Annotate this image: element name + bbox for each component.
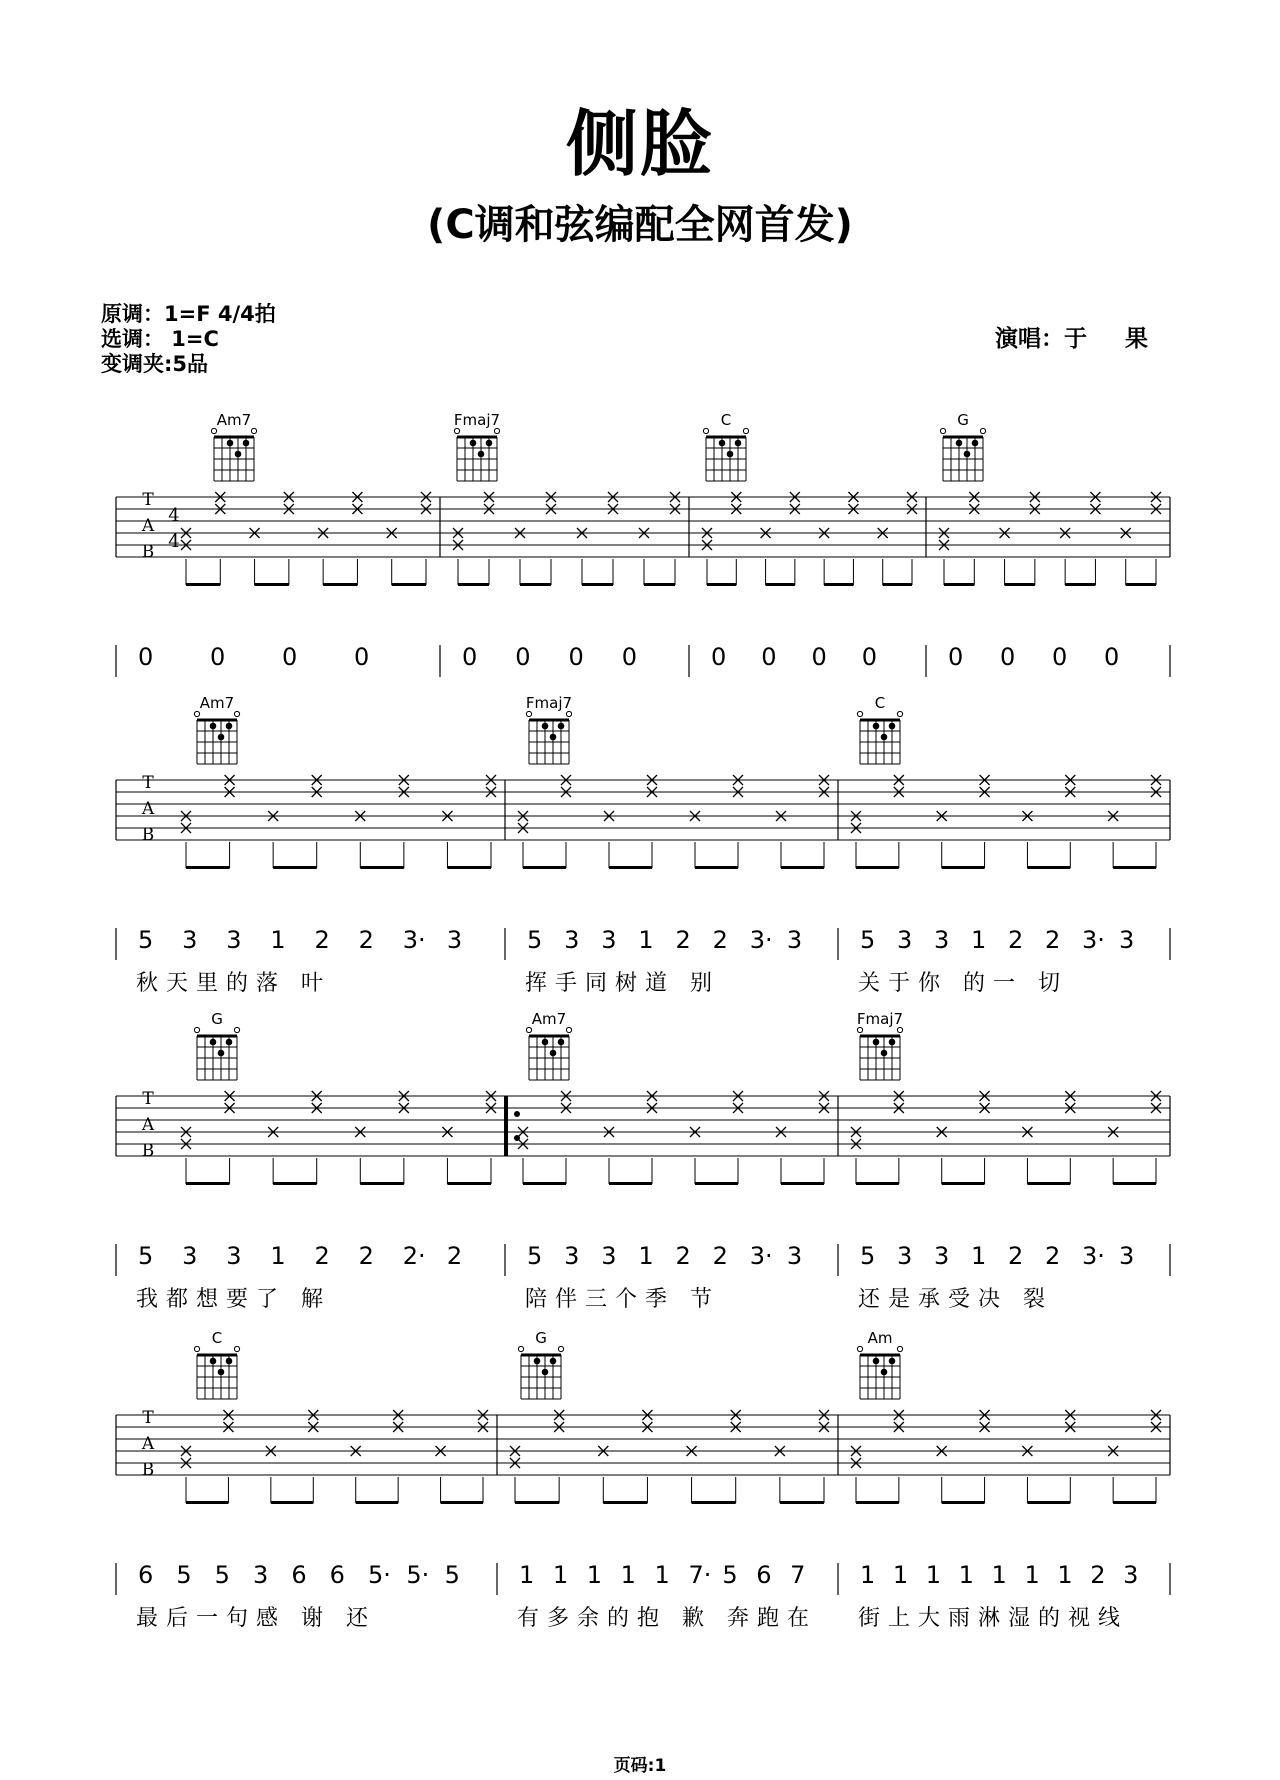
- notation-note: 2: [314, 1242, 330, 1270]
- notation-note: 1: [971, 926, 987, 954]
- notation-note: 3: [1123, 1561, 1139, 1589]
- notation-note: 0: [282, 643, 298, 671]
- lyric-line: 我都想要了 解: [136, 1287, 331, 1312]
- notation-note: 2: [1008, 926, 1024, 954]
- measure: [138, 411, 431, 671]
- notation-note: 3: [601, 926, 617, 954]
- notation-note: 0: [621, 643, 638, 671]
- tab-label-t: T: [142, 773, 154, 793]
- open-string-marker: [566, 1027, 571, 1032]
- note-beam: [942, 1182, 985, 1185]
- measure: [851, 694, 1161, 996]
- finger-dot: [550, 734, 557, 741]
- notation-note: 5: [860, 1242, 876, 1270]
- chord-name: C: [720, 411, 732, 429]
- tab-label-b: B: [141, 542, 155, 562]
- notation-note: 2: [358, 926, 374, 954]
- notation-note: 3: [601, 1242, 617, 1270]
- chord-name: Am7: [531, 1010, 567, 1028]
- finger-dot: [478, 451, 485, 458]
- open-string-marker: [857, 1346, 862, 1351]
- tab-label-a: A: [141, 799, 155, 819]
- notation-note: 0: [761, 643, 777, 671]
- finger-dot: [972, 440, 979, 447]
- notation-note: 1: [620, 1561, 636, 1589]
- notation-note: 5·: [406, 1561, 430, 1589]
- notation-note: 1: [270, 926, 286, 954]
- notation-note: 3·: [749, 1242, 773, 1270]
- notation-note: 0: [1104, 643, 1120, 671]
- finger-dot: [881, 1369, 888, 1376]
- chord-diagram: [940, 411, 985, 481]
- open-string-marker: [526, 1027, 531, 1032]
- note-beam: [273, 866, 317, 869]
- notation-note: 1: [638, 1242, 654, 1270]
- finger-dot: [227, 440, 234, 447]
- finger-dot: [210, 1039, 217, 1046]
- chord-name: G: [535, 1329, 547, 1347]
- notation-note: 2: [675, 1242, 691, 1270]
- note-beam: [447, 866, 491, 869]
- note-beam: [1113, 1182, 1156, 1185]
- notation-note: 3: [446, 926, 463, 954]
- tab-label-a: A: [141, 516, 155, 536]
- note-beam: [1005, 583, 1035, 586]
- notation-note: 0: [210, 643, 226, 671]
- notation-note: 5: [214, 1561, 230, 1589]
- chord-diagram: [211, 411, 256, 481]
- chord-name: Am7: [199, 694, 235, 712]
- tab-label-a: A: [141, 1115, 155, 1135]
- note-beam: [186, 866, 230, 869]
- notation-note: 1: [925, 1561, 942, 1589]
- chord-diagram: [526, 1010, 571, 1080]
- finger-dot: [889, 1358, 896, 1365]
- chord-name: Fmaj7: [856, 1010, 904, 1028]
- chord-name: Am7: [216, 411, 252, 429]
- open-string-marker: [194, 711, 199, 716]
- note-beam: [447, 1182, 491, 1185]
- finger-dot: [550, 1358, 557, 1365]
- note-beam: [360, 866, 404, 869]
- finger-dot: [235, 451, 242, 458]
- open-string-marker: [526, 711, 531, 716]
- notation-note: 3: [897, 926, 913, 954]
- notation-note: 1: [654, 1561, 670, 1589]
- notation-note: 2: [1090, 1561, 1106, 1589]
- page-number: 页码:1: [613, 1756, 667, 1776]
- measure: [939, 411, 1161, 671]
- notation-note: 0: [811, 643, 827, 671]
- lyric-line: 最后一句感 谢 还: [136, 1606, 376, 1631]
- lyric-line: 秋天里的落 叶: [136, 971, 331, 996]
- measure: [136, 1329, 488, 1631]
- notation-note: 0: [1000, 643, 1016, 671]
- note-beam: [515, 1501, 559, 1504]
- note-beam: [582, 583, 613, 586]
- notation-note: 3·: [1082, 1242, 1105, 1270]
- open-string-marker: [194, 1346, 199, 1351]
- note-beam: [523, 1182, 566, 1185]
- repeat-dot: [514, 1111, 520, 1117]
- finger-dot: [542, 723, 549, 730]
- note-beam: [942, 866, 985, 869]
- note-beam: [609, 1182, 652, 1185]
- singer-label: 演唱：: [995, 326, 1064, 352]
- open-string-marker: [251, 428, 256, 433]
- note-beam: [856, 1182, 899, 1185]
- note-beam: [186, 1182, 230, 1185]
- notation-note: 3: [897, 1242, 913, 1270]
- open-string-marker: [703, 428, 708, 433]
- finger-dot: [226, 723, 233, 730]
- notation-note: 7: [790, 1561, 806, 1589]
- chord-diagram: [526, 694, 572, 764]
- open-string-marker: [194, 1027, 199, 1032]
- tab-label-t: T: [142, 1408, 154, 1428]
- note-beam: [1027, 866, 1070, 869]
- notation-note: 3: [182, 926, 198, 954]
- notation-note: 1: [971, 1242, 987, 1270]
- finger-dot: [210, 723, 217, 730]
- notation-note: 0: [1052, 643, 1068, 671]
- chord-diagram: [518, 1329, 563, 1399]
- capo-info: 变调夹:5品: [101, 352, 209, 376]
- open-string-marker: [454, 428, 459, 433]
- note-beam: [271, 1501, 313, 1504]
- chord-diagram: [703, 411, 748, 481]
- note-beam: [942, 1501, 985, 1504]
- note-beam: [603, 1501, 647, 1504]
- finger-dot: [873, 1358, 880, 1365]
- measure: [136, 694, 496, 996]
- notation-note: 0: [462, 643, 478, 671]
- tab-system: [116, 694, 1170, 996]
- note-beam: [1027, 1182, 1070, 1185]
- chord-diagram: [194, 1010, 239, 1080]
- notation-note: 3: [564, 926, 580, 954]
- note-beam: [856, 866, 899, 869]
- finger-dot: [542, 1369, 549, 1376]
- notation-note: 1: [519, 1561, 535, 1589]
- notation-note: 3: [786, 926, 803, 954]
- notation-note: 6: [291, 1561, 307, 1589]
- time-signature: 4: [168, 505, 180, 526]
- finger-dot: [889, 1039, 896, 1046]
- chord-name: Fmaj7: [525, 694, 573, 712]
- notation-note: 0: [861, 643, 878, 671]
- notation-note: 1: [892, 1561, 909, 1589]
- notation-note: 1: [552, 1561, 569, 1589]
- notation-note: 5: [444, 1561, 460, 1589]
- notation-note: 5: [722, 1561, 738, 1589]
- notation-note: 0: [568, 643, 584, 671]
- notation-note: 3: [1119, 926, 1135, 954]
- open-string-marker: [234, 1027, 239, 1032]
- finger-dot: [210, 1358, 217, 1365]
- tab-label-t: T: [142, 1089, 154, 1109]
- notation-note: 7·: [688, 1561, 712, 1589]
- note-beam: [781, 866, 824, 869]
- note-beam: [1065, 583, 1095, 586]
- measure: [453, 411, 680, 671]
- notation-note: 6: [329, 1561, 345, 1589]
- notation-note: 0: [515, 643, 531, 671]
- open-string-marker: [897, 1346, 902, 1351]
- notation-note: 3·: [749, 926, 773, 954]
- note-beam: [644, 583, 675, 586]
- finger-dot: [243, 440, 250, 447]
- finger-dot: [218, 734, 225, 741]
- note-beam: [523, 866, 566, 869]
- notation-note: 2: [712, 1242, 728, 1270]
- measure: [510, 1329, 829, 1631]
- notation-note: 1: [270, 1242, 286, 1270]
- lyric-line: 有多余的抱 歉 奔跑在: [517, 1606, 817, 1631]
- open-string-marker: [234, 711, 239, 716]
- note-beam: [392, 583, 426, 586]
- notation-note: 1: [958, 1561, 974, 1589]
- notation-note: 3: [786, 1242, 803, 1270]
- chord-diagram: [194, 694, 239, 764]
- note-beam: [609, 866, 652, 869]
- chord-name: Am: [867, 1329, 893, 1347]
- chord-diagram: [857, 1329, 902, 1399]
- measure: [702, 411, 917, 671]
- chord-diagram: [194, 1329, 239, 1399]
- finger-dot: [719, 440, 726, 447]
- chord-diagram: [857, 1010, 903, 1080]
- note-beam: [692, 1501, 736, 1504]
- finger-dot: [558, 1039, 565, 1046]
- notation-note: 3: [934, 1242, 950, 1270]
- lyric-line: 陪伴三个季 节: [525, 1287, 720, 1312]
- measure: [851, 1329, 1161, 1631]
- note-beam: [766, 583, 795, 586]
- finger-dot: [873, 723, 880, 730]
- chord-name: Fmaj7: [453, 411, 501, 429]
- notation-note: 3: [253, 1561, 269, 1589]
- open-string-marker: [518, 1346, 523, 1351]
- finger-dot: [881, 734, 888, 741]
- note-beam: [695, 1182, 738, 1185]
- tab-system: [116, 411, 1170, 677]
- notation-note: 5: [176, 1561, 192, 1589]
- note-beam: [856, 1501, 899, 1504]
- note-beam: [273, 1182, 317, 1185]
- tab-label-b: B: [141, 825, 155, 845]
- measure: [851, 1010, 1161, 1312]
- measure: [518, 1010, 829, 1312]
- lyric-line: 街上大雨淋湿的视线: [858, 1606, 1129, 1631]
- notation-note: 6: [138, 1561, 154, 1589]
- note-beam: [186, 1501, 228, 1504]
- finger-dot: [550, 1050, 557, 1057]
- notation-note: 2: [1045, 926, 1061, 954]
- note-beam: [520, 583, 551, 586]
- notation-note: 2: [314, 926, 330, 954]
- chord-name: C: [211, 1329, 223, 1347]
- note-beam: [323, 583, 357, 586]
- open-string-marker: [857, 711, 862, 716]
- note-beam: [458, 583, 489, 586]
- finger-dot: [727, 451, 734, 458]
- notation-note: 2: [358, 1242, 374, 1270]
- notation-note: 1: [1024, 1561, 1040, 1589]
- open-string-marker: [211, 428, 216, 433]
- chord-name: G: [211, 1010, 223, 1028]
- finger-dot: [964, 451, 971, 458]
- note-beam: [186, 583, 220, 586]
- notation-note: 3·: [1082, 926, 1105, 954]
- notation-note: 1: [638, 926, 654, 954]
- notation-note: 3: [564, 1242, 580, 1270]
- finger-dot: [881, 1050, 888, 1057]
- notation-note: 2: [675, 926, 691, 954]
- song-subtitle: (C调和弦编配全网首发): [427, 202, 853, 248]
- notation-note: 2: [712, 926, 728, 954]
- finger-dot: [956, 440, 963, 447]
- finger-dot: [873, 1039, 880, 1046]
- tab-label-t: T: [142, 490, 154, 510]
- chord-name: G: [957, 411, 969, 429]
- notation-note: 5: [860, 926, 876, 954]
- finger-dot: [218, 1050, 225, 1057]
- note-beam: [1027, 1501, 1070, 1504]
- notation-note: 0: [948, 643, 964, 671]
- notation-note: 6: [756, 1561, 772, 1589]
- notation-note: 2·: [402, 1242, 426, 1270]
- note-beam: [1113, 866, 1156, 869]
- notation-note: 5·: [368, 1561, 391, 1589]
- finger-dot: [218, 1369, 225, 1376]
- notation-note: 3: [182, 1242, 198, 1270]
- open-string-marker: [897, 711, 902, 716]
- notation-note: 0: [354, 643, 370, 671]
- lyric-line: 关于你 的一 切: [858, 971, 1068, 996]
- note-beam: [441, 1501, 483, 1504]
- note-beam: [883, 583, 912, 586]
- open-string-marker: [558, 1346, 563, 1351]
- notation-note: 1: [991, 1561, 1007, 1589]
- notation-note: 0: [138, 643, 154, 671]
- notation-note: 0: [711, 643, 727, 671]
- note-beam: [255, 583, 289, 586]
- tab-label-a: A: [141, 1434, 155, 1454]
- measure: [518, 694, 829, 996]
- note-beam: [695, 866, 738, 869]
- singer-name: 于果: [1064, 326, 1186, 352]
- note-beam: [360, 1182, 404, 1185]
- notation-note: 1: [586, 1561, 603, 1589]
- selected-key: 选调： 1=C: [101, 327, 219, 351]
- notation-note: 3: [226, 1242, 242, 1270]
- open-string-marker: [980, 428, 985, 433]
- notation-note: 1: [1057, 1561, 1073, 1589]
- open-string-marker: [897, 1027, 902, 1032]
- chord-diagram: [454, 411, 500, 481]
- finger-dot: [470, 440, 477, 447]
- notation-note: 5: [138, 926, 154, 954]
- finger-dot: [226, 1039, 233, 1046]
- notation-note: 3: [934, 926, 950, 954]
- note-beam: [356, 1501, 398, 1504]
- open-string-marker: [940, 428, 945, 433]
- open-string-marker: [743, 428, 748, 433]
- notation-note: 5: [527, 1242, 543, 1270]
- note-beam: [824, 583, 853, 586]
- finger-dot: [889, 723, 896, 730]
- finger-dot: [534, 1358, 541, 1365]
- note-beam: [707, 583, 736, 586]
- notation-note: 3·: [402, 926, 426, 954]
- finger-dot: [542, 1039, 549, 1046]
- finger-dot: [558, 723, 565, 730]
- notation-note: 3: [1119, 1242, 1135, 1270]
- chord-name: C: [874, 694, 886, 712]
- tab-system: [116, 1010, 1170, 1312]
- tab-label-b: B: [141, 1460, 155, 1480]
- finger-dot: [486, 440, 493, 447]
- open-string-marker: [857, 1027, 862, 1032]
- notation-note: 5: [527, 926, 543, 954]
- notation-note: 2: [1008, 1242, 1024, 1270]
- lyric-line: 挥手同树道 别: [525, 971, 720, 996]
- tab-label-b: B: [141, 1141, 155, 1161]
- finger-dot: [735, 440, 742, 447]
- note-beam: [780, 1501, 824, 1504]
- note-beam: [1113, 1501, 1156, 1504]
- open-string-marker: [494, 428, 499, 433]
- measure: [136, 1010, 496, 1312]
- tab-system: [116, 1329, 1170, 1631]
- open-string-marker: [566, 711, 571, 716]
- finger-dot: [226, 1358, 233, 1365]
- note-beam: [944, 583, 974, 586]
- time-signature: 4: [168, 531, 180, 552]
- open-string-marker: [234, 1346, 239, 1351]
- notation-note: 1: [860, 1561, 876, 1589]
- notation-note: 2: [446, 1242, 463, 1270]
- song-title: 侧脸: [565, 102, 714, 186]
- notation-note: 2: [1045, 1242, 1061, 1270]
- note-beam: [1126, 583, 1156, 586]
- note-beam: [781, 1182, 824, 1185]
- lyric-line: 还是承受决 裂: [858, 1287, 1053, 1312]
- original-key: 原调：1=F 4/4拍: [101, 302, 276, 326]
- chord-diagram: [857, 694, 902, 764]
- notation-note: 5: [138, 1242, 154, 1270]
- notation-note: 3: [226, 926, 242, 954]
